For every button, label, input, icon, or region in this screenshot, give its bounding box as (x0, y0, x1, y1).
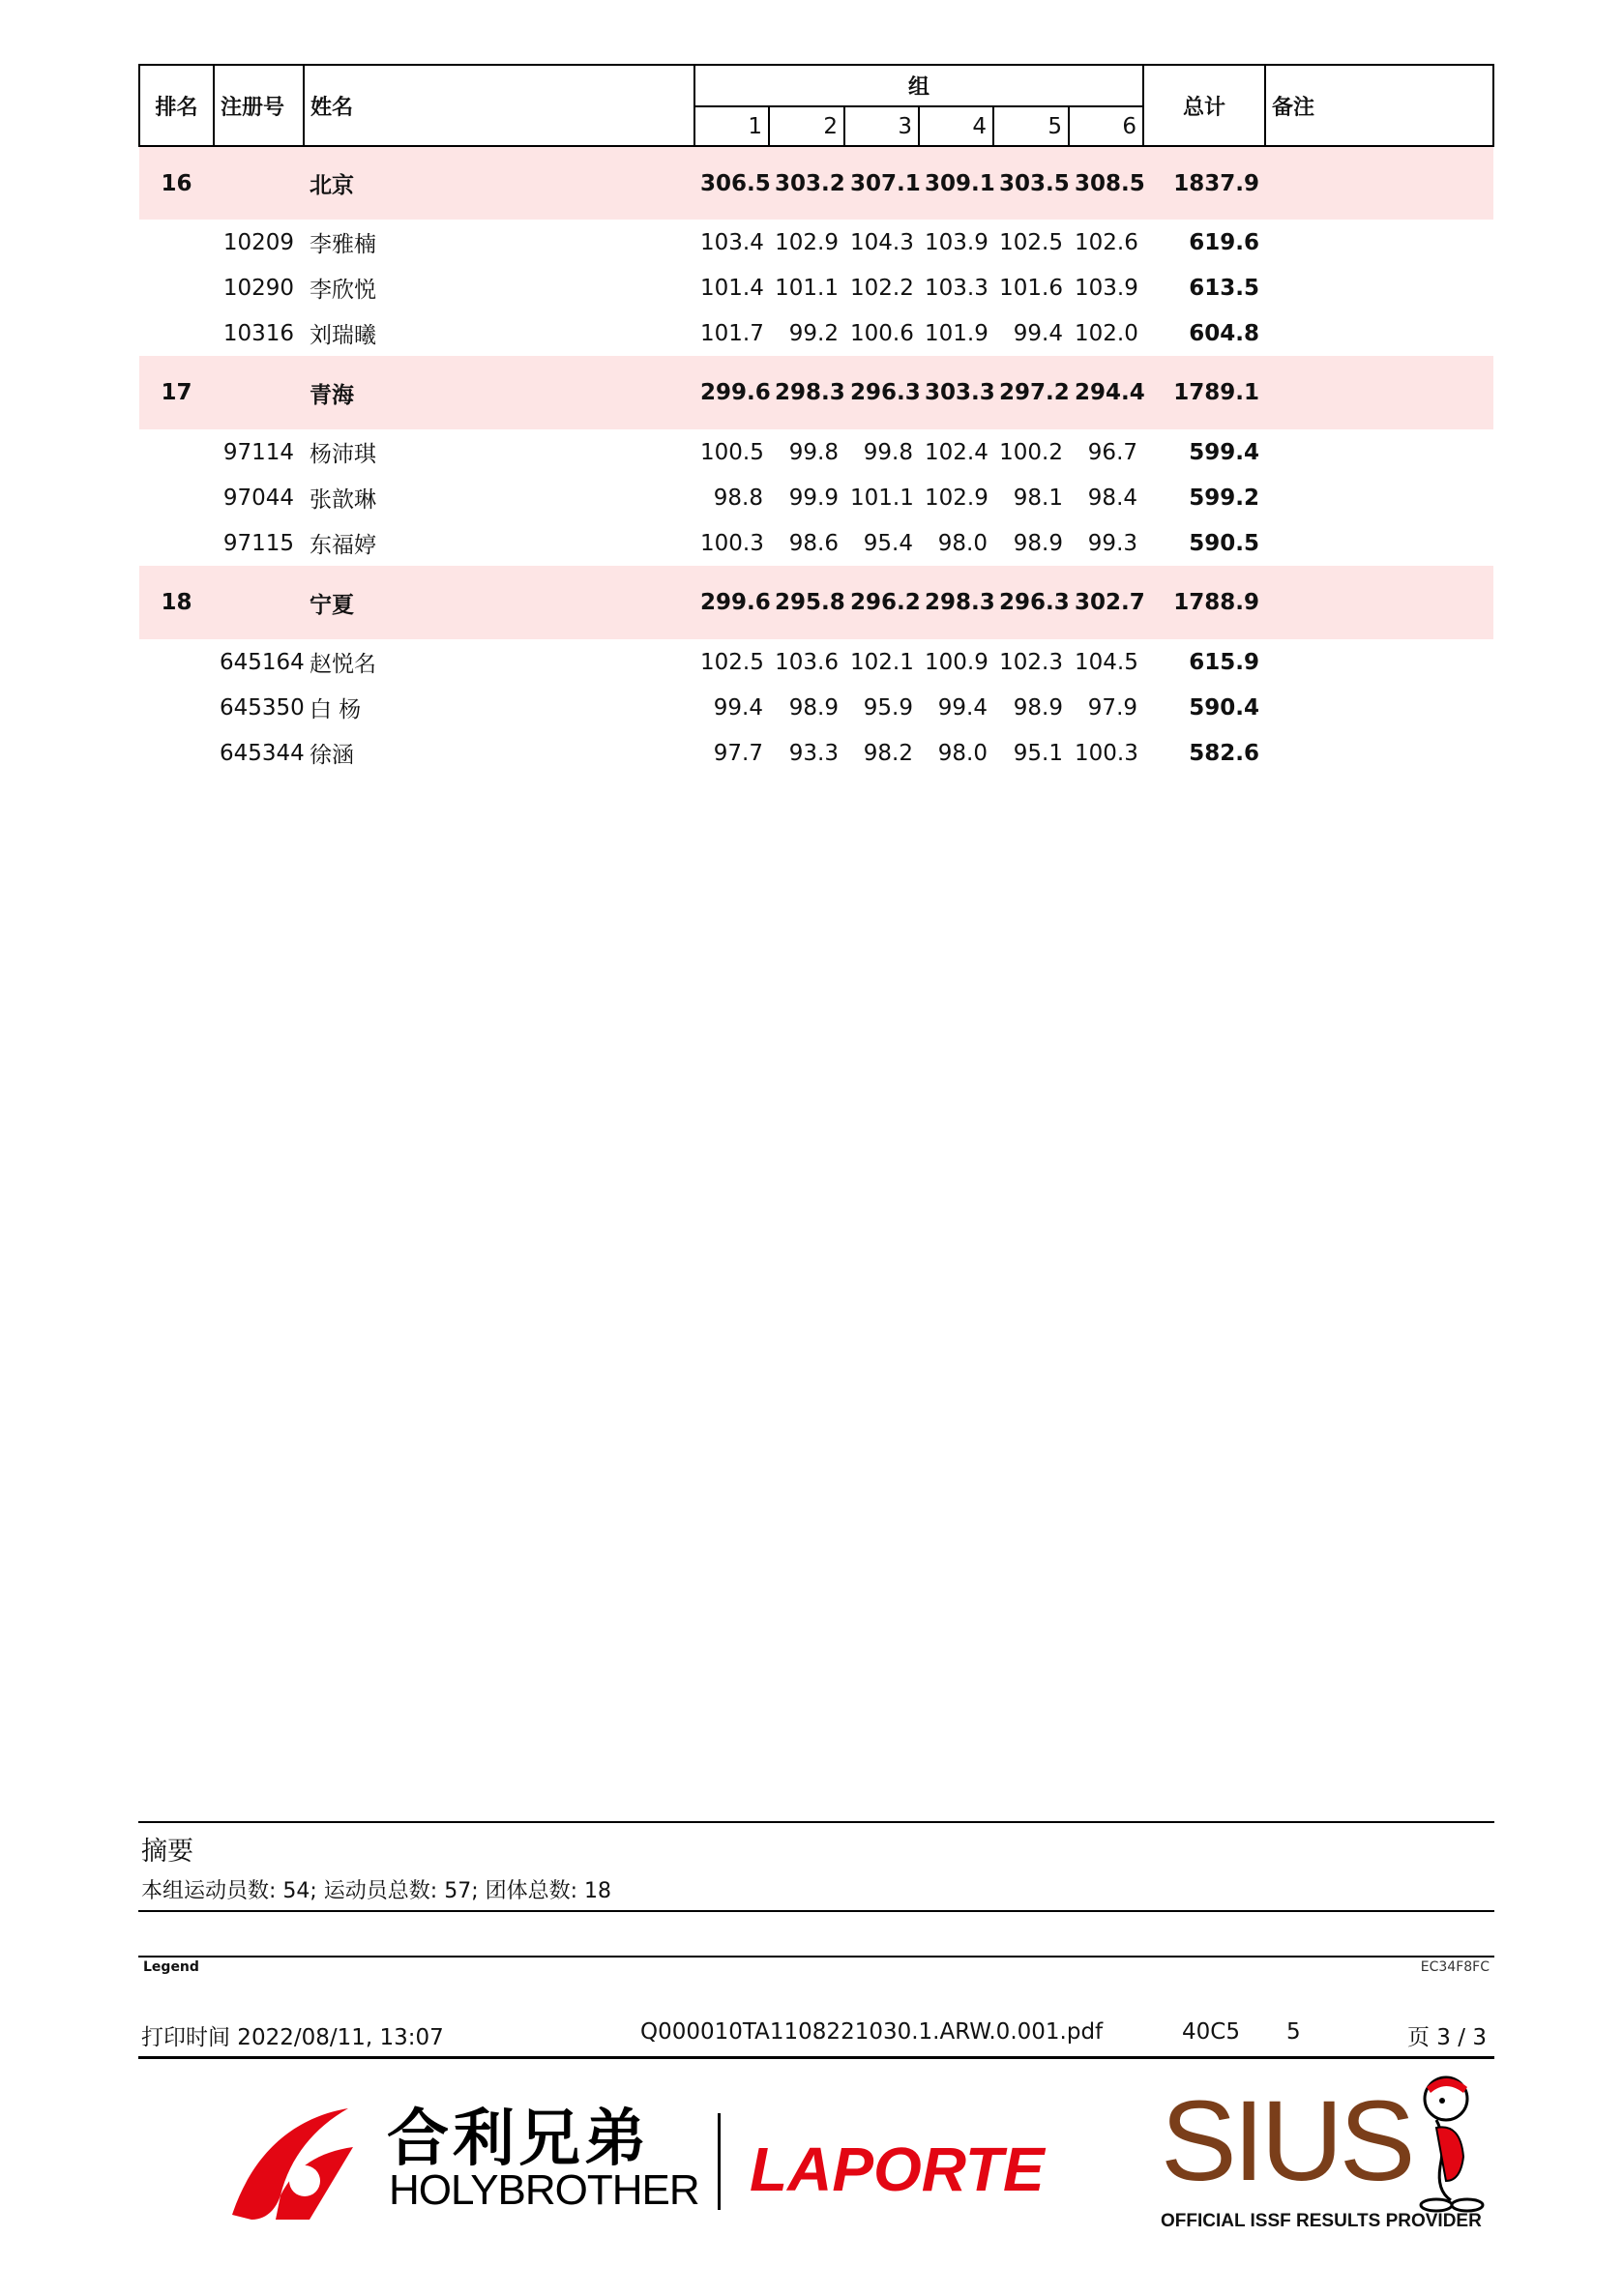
athlete-name: 东福婷 (310, 533, 376, 558)
athlete-row (139, 265, 1493, 310)
team-series-score: 296.3 (844, 356, 919, 429)
athlete-series-score: 98.0 (937, 530, 988, 556)
athlete-reg: 10316 (222, 320, 294, 346)
holybrother-cn-text: 合利兄弟 (387, 2104, 650, 2175)
athlete-series-score: 99.8 (788, 439, 839, 465)
team-series-score: 302.7 (1069, 566, 1143, 639)
team-series-score: 299.6 (694, 356, 769, 429)
athlete-reg: 97044 (222, 485, 294, 511)
athlete-series-score: 97.9 (1087, 694, 1138, 721)
team-series-score: 308.5 (1069, 146, 1143, 220)
athlete-series-score: 98.8 (713, 485, 763, 511)
results-table (138, 64, 1494, 776)
athlete-series-score: 95.1 (1013, 740, 1063, 766)
header-group: 组 (694, 65, 1143, 106)
athlete-series-score: 102.9 (925, 485, 989, 511)
athlete-series-score: 101.9 (925, 320, 989, 346)
team-row (139, 566, 1493, 639)
page-number: 页 3 / 3 (1407, 2025, 1487, 2050)
athlete-reg: 97114 (222, 439, 294, 465)
athlete-series-score: 99.4 (713, 694, 763, 721)
athlete-series-score: 101.1 (775, 275, 839, 301)
team-series-score: 303.5 (993, 146, 1069, 220)
holybrother-emblem-icon (222, 2099, 358, 2224)
athlete-name: 赵悦名 (310, 652, 376, 677)
team-series-score: 298.3 (769, 356, 844, 429)
legend-rule (138, 1956, 1494, 1957)
athlete-series-score: 98.6 (788, 530, 839, 556)
sius-logo-text: SIUS (1161, 2077, 1412, 2205)
athlete-total: 604.8 (1189, 320, 1260, 346)
athlete-reg: 645344 (220, 740, 305, 766)
athlete-series-score: 100.5 (700, 439, 764, 465)
athlete-name: 李雅楠 (310, 232, 376, 257)
athlete-series-score: 100.3 (1075, 740, 1138, 766)
athlete-row (139, 730, 1493, 776)
team-name: 青海 (304, 356, 694, 429)
athlete-name: 刘瑞曦 (310, 323, 376, 348)
holybrother-en-text: HOLYBROTHER (389, 2166, 699, 2214)
athlete-series-score: 99.9 (788, 485, 839, 511)
laporte-text: LAPORTE (750, 2134, 1045, 2204)
team-total: 1837.9 (1143, 146, 1265, 220)
athlete-series-score: 102.6 (1075, 229, 1138, 255)
athlete-series-score: 99.4 (937, 694, 988, 721)
footer-rule (138, 2056, 1494, 2059)
header-series-4: 4 (919, 106, 993, 146)
header-rank: 排名 (139, 65, 214, 146)
header-series-6: 6 (1069, 106, 1143, 146)
summary-text: 本组运动员数: 54; 运动员总数: 57; 团体总数: 18 (141, 1879, 612, 1903)
team-series-score: 296.2 (844, 566, 919, 639)
athlete-total: 590.5 (1189, 530, 1260, 556)
logo-divider (718, 2113, 721, 2210)
filename: Q000010TA1108221030.1.ARW.0.001.pdf (640, 2019, 1104, 2045)
reference-code: 40C5 (1182, 2019, 1240, 2045)
athlete-row (139, 429, 1493, 475)
team-row (139, 356, 1493, 429)
athlete-series-score: 103.4 (700, 229, 764, 255)
document-code: EC34F8FC (1420, 1959, 1490, 1975)
athlete-name: 白 杨 (310, 697, 362, 722)
athlete-total: 615.9 (1189, 649, 1260, 675)
athlete-name: 李欣悦 (310, 278, 376, 303)
athlete-series-score: 98.1 (1013, 485, 1063, 511)
athlete-row (139, 475, 1493, 520)
athlete-series-score: 99.3 (1087, 530, 1138, 556)
athlete-series-score: 95.4 (863, 530, 913, 556)
athlete-reg: 645164 (220, 649, 305, 675)
athlete-series-score: 102.1 (850, 649, 914, 675)
team-series-score: 294.4 (1069, 356, 1143, 429)
team-series-score: 298.3 (919, 566, 993, 639)
athlete-row (139, 520, 1493, 566)
athlete-name: 徐涵 (310, 743, 354, 768)
sponsor-logos (222, 2070, 1499, 2253)
athlete-name: 张歆琳 (310, 487, 376, 513)
team-name: 宁夏 (304, 566, 694, 639)
athlete-total: 613.5 (1189, 275, 1260, 301)
reference-number: 5 (1286, 2019, 1301, 2045)
header-reg: 注册号 (214, 65, 304, 146)
team-rank: 16 (139, 146, 214, 220)
athlete-series-score: 102.4 (925, 439, 989, 465)
athlete-total: 582.6 (1189, 740, 1260, 766)
athlete-series-score: 103.6 (775, 649, 839, 675)
athlete-series-score: 101.7 (700, 320, 764, 346)
athlete-row (139, 639, 1493, 685)
header-series-5: 5 (993, 106, 1069, 146)
team-rank: 17 (139, 356, 214, 429)
header-series-3: 3 (844, 106, 919, 146)
athlete-series-score: 103.9 (1075, 275, 1138, 301)
athlete-series-score: 100.3 (700, 530, 764, 556)
summary-title: 摘要 (141, 1837, 193, 1867)
athlete-total: 599.2 (1189, 485, 1260, 511)
team-series-score: 306.5 (694, 146, 769, 220)
team-total: 1789.1 (1143, 356, 1265, 429)
athlete-series-score: 102.5 (999, 229, 1063, 255)
athlete-row (139, 220, 1493, 265)
athlete-series-score: 99.4 (1013, 320, 1063, 346)
athlete-series-score: 101.1 (850, 485, 914, 511)
athlete-reg: 10290 (222, 275, 294, 301)
header-series-2: 2 (769, 106, 844, 146)
athlete-name: 杨沛琪 (310, 442, 376, 467)
athlete-reg: 645350 (220, 694, 305, 721)
athlete-series-score: 102.2 (850, 275, 914, 301)
athlete-series-score: 100.2 (999, 439, 1063, 465)
header-total: 总计 (1143, 65, 1265, 146)
laporte-logo (750, 2089, 1069, 2234)
athlete-series-score: 103.9 (925, 229, 989, 255)
sius-mascot-icon (1407, 2070, 1494, 2215)
athlete-series-score: 98.2 (863, 740, 913, 766)
summary-top-rule (138, 1821, 1494, 1823)
team-series-score: 295.8 (769, 566, 844, 639)
athlete-series-score: 100.6 (850, 320, 914, 346)
team-row (139, 146, 1493, 220)
athlete-series-score: 100.9 (925, 649, 989, 675)
athlete-series-score: 104.5 (1075, 649, 1138, 675)
athlete-series-score: 102.9 (775, 229, 839, 255)
athlete-reg: 10209 (222, 229, 294, 255)
summary-bottom-rule (138, 1910, 1494, 1912)
athlete-series-score: 99.8 (863, 439, 913, 465)
team-rank: 18 (139, 566, 214, 639)
athlete-total: 599.4 (1189, 439, 1260, 465)
header-series-1: 1 (694, 106, 769, 146)
athlete-series-score: 102.3 (999, 649, 1063, 675)
athlete-series-score: 102.5 (700, 649, 764, 675)
athlete-total: 590.4 (1189, 694, 1260, 721)
athlete-series-score: 98.9 (1013, 530, 1063, 556)
sius-tagline: OFFICIAL ISSF RESULTS PROVIDER (1161, 2211, 1482, 2231)
athlete-series-score: 93.3 (788, 740, 839, 766)
team-series-score: 299.6 (694, 566, 769, 639)
athlete-series-score: 98.4 (1087, 485, 1138, 511)
athlete-row (139, 310, 1493, 356)
athlete-series-score: 95.9 (863, 694, 913, 721)
team-series-score: 303.2 (769, 146, 844, 220)
athlete-series-score: 96.7 (1087, 439, 1138, 465)
athlete-series-score: 101.4 (700, 275, 764, 301)
athlete-series-score: 101.6 (999, 275, 1063, 301)
athlete-series-score: 98.0 (937, 740, 988, 766)
team-series-score: 303.3 (919, 356, 993, 429)
athlete-total: 619.6 (1189, 229, 1260, 255)
athlete-series-score: 98.9 (788, 694, 839, 721)
athlete-series-score: 104.3 (850, 229, 914, 255)
athlete-series-score: 98.9 (1013, 694, 1063, 721)
athlete-reg: 97115 (222, 530, 294, 556)
team-series-score: 296.3 (993, 566, 1069, 639)
athlete-series-score: 103.3 (925, 275, 989, 301)
team-name: 北京 (304, 146, 694, 220)
legend-label: Legend (143, 1959, 199, 1975)
athlete-series-score: 102.0 (1075, 320, 1138, 346)
athlete-row (139, 685, 1493, 730)
team-series-score: 307.1 (844, 146, 919, 220)
team-series-score: 297.2 (993, 356, 1069, 429)
athlete-series-score: 99.2 (788, 320, 839, 346)
athlete-series-score: 97.7 (713, 740, 763, 766)
print-time: 打印时间 2022/08/11, 13:07 (141, 2025, 444, 2050)
team-total: 1788.9 (1143, 566, 1265, 639)
header-remarks: 备注 (1265, 65, 1493, 146)
header-name: 姓名 (304, 65, 694, 146)
team-series-score: 309.1 (919, 146, 993, 220)
